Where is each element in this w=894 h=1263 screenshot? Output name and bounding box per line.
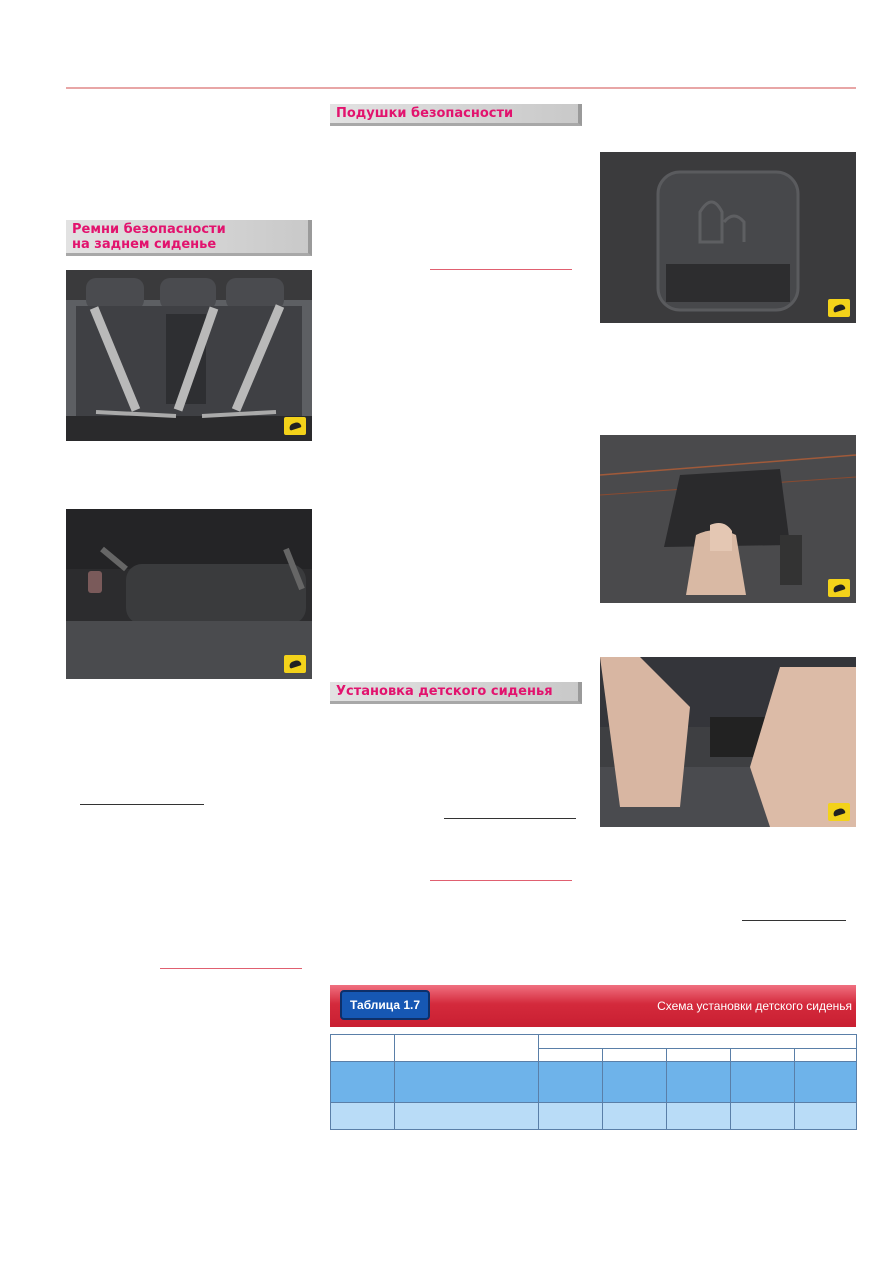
- table-cell: [603, 1062, 667, 1103]
- section-heading-rear-belts: Ремни безопасности на заднем сиденье: [66, 220, 312, 256]
- table-cell: [795, 1062, 857, 1103]
- table-cell: [795, 1049, 857, 1062]
- reference-line: [160, 968, 302, 969]
- wrench-icon: [828, 579, 850, 597]
- table-cell: [731, 1049, 795, 1062]
- section-heading-airbags: Подушки безопасности: [330, 104, 582, 126]
- reference-line: [742, 920, 846, 921]
- table-cell: [395, 1103, 539, 1130]
- wrench-icon: [284, 655, 306, 673]
- top-rule: [66, 87, 856, 89]
- table-cell: [331, 1103, 395, 1130]
- cover-removal-photo: [600, 435, 856, 603]
- table-number: Таблица 1.7: [340, 990, 430, 1020]
- table-cell: [539, 1035, 857, 1049]
- table-banner: [330, 985, 856, 1027]
- table-cell: [731, 1103, 795, 1130]
- table-row: [331, 1035, 857, 1049]
- table-cell: [331, 1062, 395, 1103]
- wrench-icon: [284, 417, 306, 435]
- table-cell: [395, 1062, 539, 1103]
- table-cell: [395, 1035, 539, 1062]
- child-seat-anchor-photo: [600, 657, 856, 827]
- reference-line: [444, 818, 576, 819]
- table-row: [331, 1103, 857, 1130]
- child-seat-table: [330, 1034, 857, 1130]
- wrench-icon: [828, 803, 850, 821]
- reference-line: [430, 269, 572, 270]
- section-heading-child-seat: Установка детского сиденья: [330, 682, 582, 704]
- table-cell: [795, 1103, 857, 1130]
- reference-line: [80, 804, 204, 805]
- table-row: [331, 1062, 857, 1103]
- table-cell: [603, 1103, 667, 1130]
- seat-cushion-photo: [66, 509, 312, 679]
- rear-seat-belts-photo: [66, 270, 312, 441]
- table-cell: [667, 1103, 731, 1130]
- table-cell: [667, 1049, 731, 1062]
- wrench-icon: [828, 299, 850, 317]
- table-cell: [539, 1062, 603, 1103]
- table-cell: [331, 1035, 395, 1062]
- table-cell: [603, 1049, 667, 1062]
- table-caption: Схема установки детского сиденья: [657, 999, 852, 1013]
- reference-line: [430, 880, 572, 881]
- table-cell: [667, 1062, 731, 1103]
- isofix-cover-photo: [600, 152, 856, 323]
- table-cell: [539, 1049, 603, 1062]
- table-cell: [731, 1062, 795, 1103]
- table-cell: [539, 1103, 603, 1130]
